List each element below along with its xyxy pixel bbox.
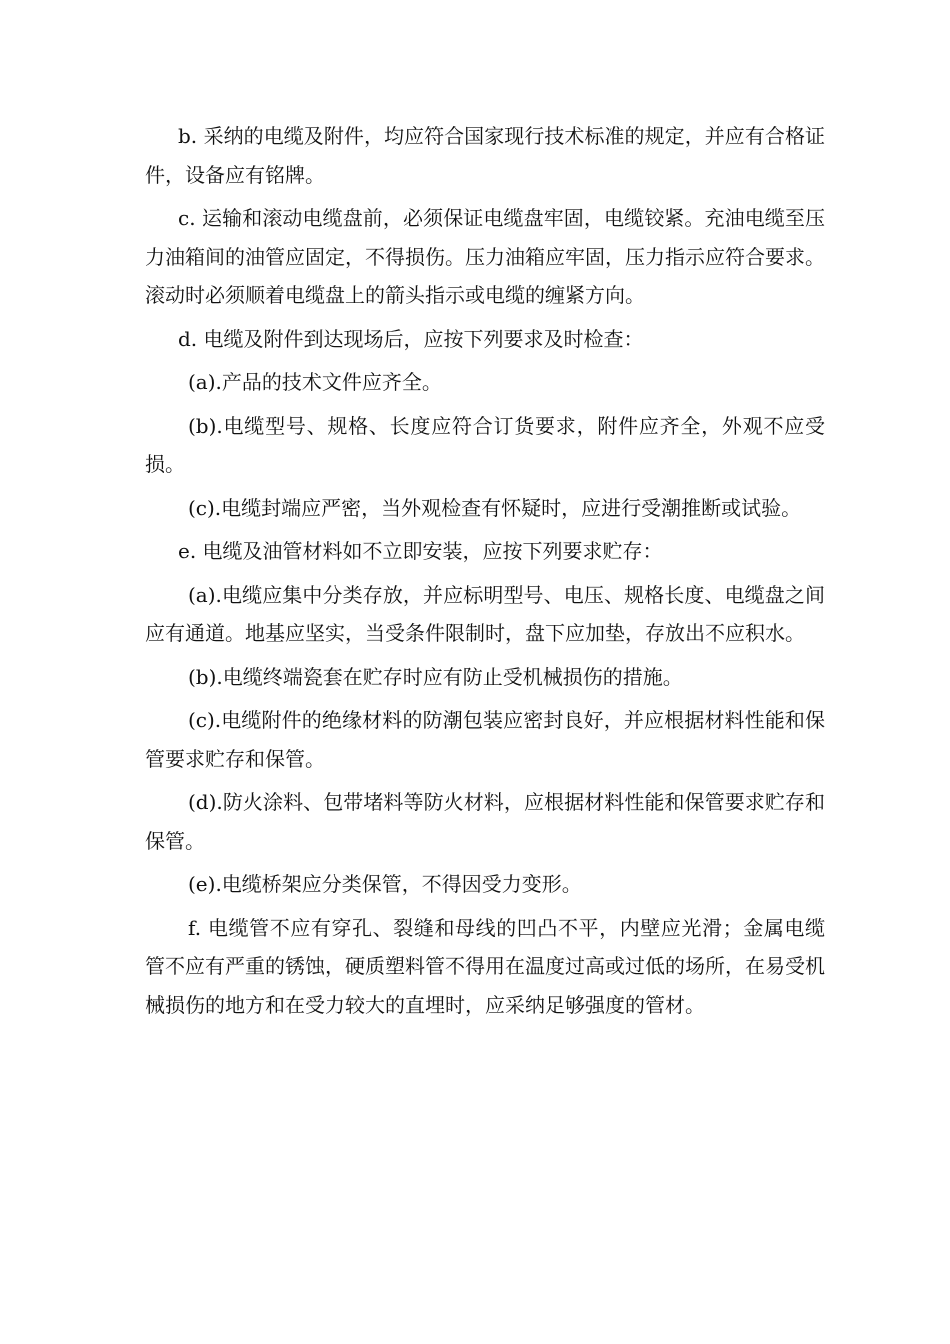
- paragraph-e-b: (b).电缆终端瓷套在贮存时应有防止受机械损伤的措施。: [188, 664, 683, 689]
- paragraph-f: f. 电缆管不应有穿孔、裂缝和母线的凹凸不平，内壁应光滑；金属电缆管不应有严重的锈蚀，硬质塑料管不得用在温度过高或过低的场所，在易受机械损伤的地方和在受力较大的直埋时，应采纳足够强度的管材。: [145, 915, 825, 1017]
- paragraph-e-c: (c).电缆附件的绝缘材料的防潮包装应密封良好，并应根据材料性能和保管要求贮存和保管。: [145, 708, 825, 771]
- paragraph-e: e. 电缆及油管材料如不立即安装，应按下列要求贮存：: [178, 539, 663, 563]
- paragraph-d-b: (b).电缆型号、规格、长度应符合订货要求，附件应齐全，外观不应受损。: [145, 413, 825, 476]
- paragraph-e-d: (d).防火涂料、包带堵料等防火材料，应根据材料性能和保管要求贮存和保管。: [145, 790, 825, 853]
- paragraph-d: d. 电缆及附件到达现场后，应按下列要求及时检查：: [178, 326, 644, 351]
- paragraph-d-a: (a).产品的技术文件应齐全。: [188, 370, 442, 394]
- paragraph-e-a: (a).电缆应集中分类存放，并应标明型号、电压、规格长度、电缆盘之间应有通道。地基应坚实，当受条件限制时，盘下应加垫，存放出不应积水。: [145, 582, 825, 645]
- paragraph-d-c: (c).电缆封端应严密，当外观检查有怀疑时，应进行受潮推断或试验。: [188, 495, 802, 520]
- paragraph-b: b. 采纳的电缆及附件，均应符合国家现行技术标准的规定，并应有合格证件，设备应有铭牌。: [145, 124, 825, 187]
- paragraph-e-e: (e).电缆桥架应分类保管，不得因受力变形。: [188, 872, 582, 896]
- paragraph-c: c. 运输和滚动电缆盘前，必须保证电缆盘牢固，电缆铰紧。充油电缆至压力油箱间的油管应固定，不得损伤。压力油箱应牢固，压力指示应符合要求。滚动时必须顺着电缆盘上的箭头指示或电缆的缠紧方向。: [145, 206, 825, 307]
- document-body: [145, 117, 825, 1029]
